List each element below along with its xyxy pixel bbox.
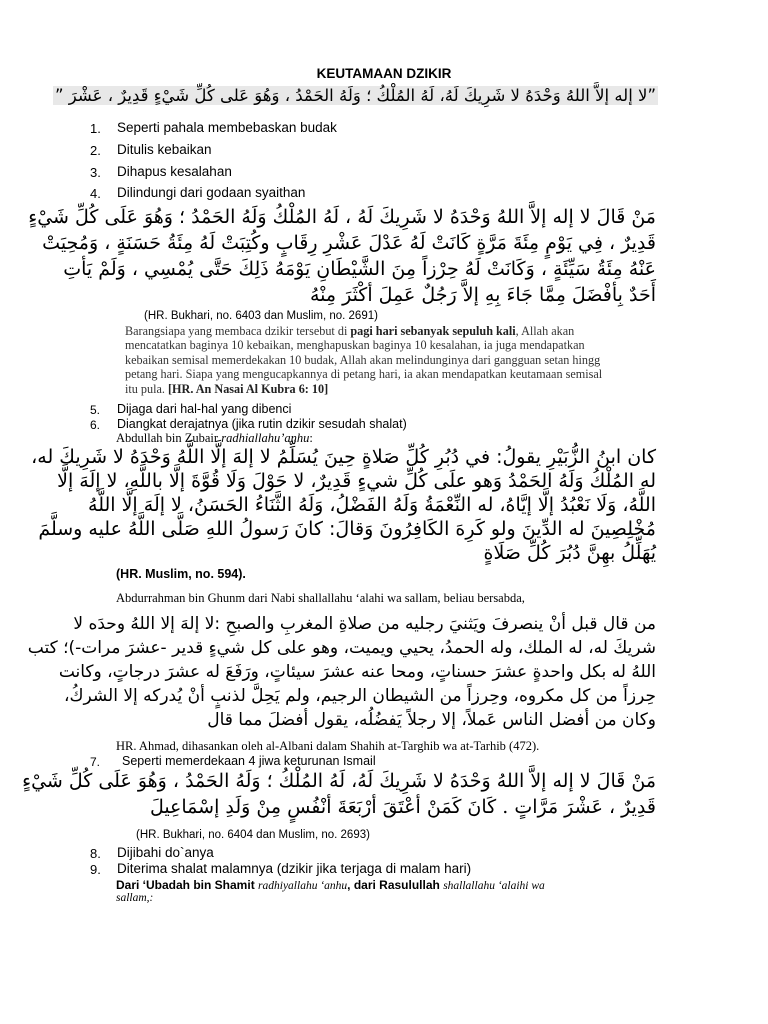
list-item: Ditulis kebaikan — [117, 142, 212, 157]
hadith-arabic-line: عَنْهُ مِئَةُ سَيِّئَةٍ ، وَكَانَتْ لَهُ حِرْزاً مِنَ الشَّيْطَانِ يَوْمَهُ ذَلِكَ حَتَّى يُمْسِي ، وَلَمْ يَأتِ — [63, 258, 656, 280]
hadith-arabic-line: أَحَدٌ بِأفْضَلَ مِمَّا جَاءَ بِهِ إلاَّ رَجُلٌ عَمِلَ أكْثَرَ مِنْهُ — [309, 284, 656, 306]
list-item: Dijibahi do`anya — [117, 845, 214, 860]
list-item: Seperti memerdekaan 4 jiwa keturunan Ismail — [122, 754, 376, 768]
hadith-arabic-line: اللَّهُ، وَلَا نَعْبُدُ إلَّا إيَّاهُ، له النِّعْمَةُ وَلَهُ الفَضْلُ، وَلَهُ الثَّنَاءُ الحَسَنُ، لا إلَهَ إلَّا اللَّهُ — [88, 494, 656, 516]
narrator-line: Abdurrahman bin Ghunm dari Nabi shallallahu ‘alahi wa sallam, beliau bersabda, — [116, 591, 525, 605]
hadith-arabic-line: من قال قبل أنْ ينصرفَ ويَثنيَ رجليه من صلاةِ المغربِ والصبحِ :لا إلهَ إلا اللهُ وحدَه لا — [73, 614, 656, 634]
hadith-arabic-line: قَدِيرٌ ، عَشْرَ مَرَّاتٍ . كَانَ كَمَنْ أعْتَقَ أرْبَعَةَ أنْفُسٍ مِنْ وَلَدِ إسْمَاعِيلَ — [149, 796, 656, 818]
narrator-line-continued: sallam,: — [116, 892, 154, 904]
list-item-number: 9. — [90, 862, 101, 877]
list-item: Diangkat derajatnya (jika rutin dzikir sesudah shalat) — [117, 417, 407, 431]
list-item: Dihapus kesalahan — [117, 164, 232, 179]
hadith-reference: (HR. Bukhari, no. 6403 dan Muslim, no. 2691) — [144, 310, 378, 322]
list-item-number: 2. — [90, 143, 101, 158]
list-item-number: 8. — [90, 846, 101, 861]
hadith-arabic-line: مَنْ قَالَ لا إله إلاَّ اللهُ وَحْدَهُ لا شَرِيكَ لَهُ ، لَهُ المُلْكُ وَلَهُ الحَمْدُ ؛ وَهُوَ عَلَى كُلِّ شَيْءٍ — [28, 206, 656, 228]
hadith-arabic-line: له المُلْكُ وَلَهُ الحَمْدُ وَهو علَى كُلِّ شيءٍ قَدِيرٌ، لا حَوْلَ وَلَا قُوَّةَ إلَّا باللَّهِ، لا إلَهَ إلَّا — [57, 470, 656, 492]
list-item: Dilindungi dari godaan syaithan — [117, 185, 306, 200]
hadith-arabic-line: اللهُ له بكل واحدةٍ عشرَ حسناتٍ، ومحا عنه عشرَ سيئاتٍ، ورَفَعَ له عشرَ درجاتٍ، وكانت — [58, 662, 656, 682]
hadith-arabic-line: شريكَ له، له الملك، وله الحمدُ، يحيي ويميت، وهو على كل شيءٍ قدير -عشرَ مرات-)؛ كتب — [27, 638, 656, 658]
hadith-reference: (HR. Muslim, no. 594). — [116, 567, 246, 581]
hadith-arabic-line: كان ابنُ الزُّبَيْرِ يقولُ: في دُبُرِ كُلِّ صَلاةٍ حِينَ يُسَلِّمُ لا إلهَ إلَّا اللَّهُ وَحْدَهُ لا شَرِيكَ له، — [31, 446, 656, 468]
list-item: Diterima shalat malamnya (dzikir jika terjaga di malam hari) — [117, 861, 472, 876]
hadith-reference: HR. Ahmad, dihasankan oleh al-Albani dalam Shahih at-Targhib wa at-Tarhib (472). — [116, 739, 540, 753]
hadith-arabic-line: حِرزاً من كل مكروه، وحِرزاً من الشيطان الرجيم، ولم يَحِلَّ لذنبٍ أنْ يُدركه إلا الشركُ، — [63, 686, 656, 706]
translation-paragraph: Barangsiapa yang membaca dzikir tersebut di pagi hari sebanyak sepuluh kali, Allah akan mencatatkan baginya 10 kebaikan, menghapuskan baginya 10 kesalahan, ia juga mendapatkan kebaikan semisal memerdekakan 10 budak, Allah akan melindunginya dari gangguan setan hingg petang hari. Siapa yang mengucapkannya di petang hari, ia akan mendapatkan keutamaan semisal itu pula. [HR. An Nasai Al Kubra 6: 10] — [125, 324, 603, 396]
narrator-line: Dari ‘Ubadah bin Shamit radhiyallahu ‘anhu, dari Rasulullah shallallahu ‘alaihi wa — [116, 878, 545, 892]
dzikir-header-arabic: ”لا إله إلاَّ اللهُ وَحْدَهُ لا شَرِيكَ لَهُ، لَهُ المُلْكُ ؛ وَلَهُ الحَمْدُ ، وَهُوَ عَلى كُلِّ شَيْءٍ قَدِيرٌ ، عَشْرَ ” — [55, 86, 656, 105]
hadith-arabic-line: مَنْ قَالَ لا إله إلاَّ اللهُ وَحْدَهُ لا شَرِيكَ لَهُ، لَهُ المُلْكُ ؛ وَلَهُ الحَمْدُ ، وَهُوَ عَلَى كُلِّ شَيْءٍ — [22, 770, 656, 792]
hadith-arabic-line: مُخْلِصِينَ له الدِّينَ ولو كَرِهَ الكَافِرُونَ وَقالَ: كانَ رَسولُ اللهِ صَلَّى اللَّهُ عليه وسلَّمَ — [38, 518, 656, 540]
list-item: Dijaga dari hal-hal yang dibenci — [117, 402, 292, 416]
list-item: Seperti pahala membebaskan budak — [117, 120, 337, 135]
list-item-number: 5. — [90, 403, 101, 417]
hadith-reference: (HR. Bukhari, no. 6404 dan Muslim, no. 2693) — [136, 829, 370, 841]
list-item-number: 3. — [90, 165, 101, 180]
page-title: KEUTAMAAN DZIKIR — [316, 66, 452, 81]
hadith-arabic-line: قَدِيرٌ ، فِي يَوْمٍ مِئَةَ مَرَّةٍ كَانَتْ لَهُ عَدْلَ عَشْرِ رِقَابٍ وكُتِبَتْ لَهُ مِئَةُ حَسَنَةٍ ، وَمُحِيَتْ — [42, 232, 656, 254]
list-item-number: 6. — [90, 418, 101, 432]
hadith-arabic-line: يُهَلِّلُ بهِنَّ دُبُرَ كُلِّ صَلَاةٍ — [483, 542, 656, 564]
list-item-number: 1. — [90, 121, 101, 136]
narrator-line: Abdullah bin Zubair radhiallahu’anhu: — [116, 431, 313, 445]
hadith-arabic-line: وكان من أفضل الناس عَملاً، إلا رجلاً يَفضُلُه، يقول أفضلَ مما قال — [207, 710, 656, 730]
list-item-number: 4. — [90, 186, 101, 201]
list-item-number: 7. — [90, 755, 101, 769]
